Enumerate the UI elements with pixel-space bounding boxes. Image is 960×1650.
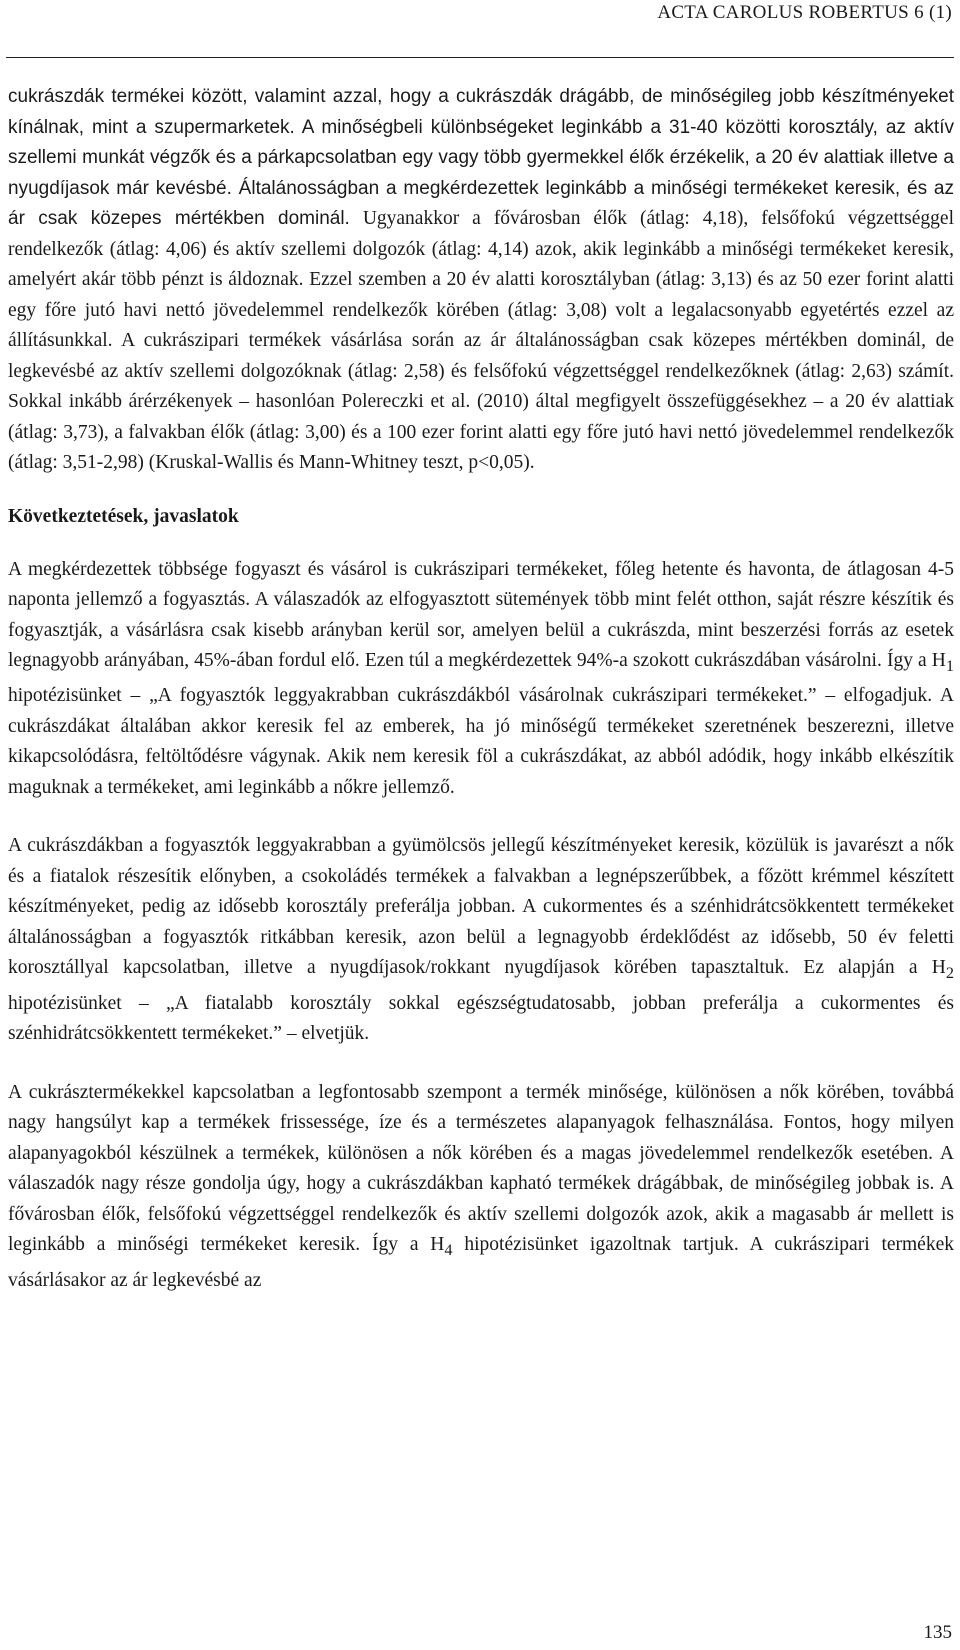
paragraph-conclusion-2-part-b: hipotézisünket – „A fiatalabb korosztály sokkal egészségtudatosabb, jobban preferálja a cukormentes és szénhidrátcsökkentett termékeket.” – elvetjük.	[8, 992, 954, 1045]
paragraph-conclusion-3-part-a: A cukrásztermékekkel kapcsolatban a legfontosabb szempont a termék minősége, különösen a nők körében, továbbá nagy hangsúlyt kap a termékek frissessége, íze és a természetes alapanyagok felhasználása. Fontos, hogy milyen alapanyagokból készülnek a termékek, különösen a nők körében és a magas jövedelemmel rendelkezők esetében. A válaszadók nagy része gondolja úgy, hogy a cukrászdákban kapható termékek drágábbak, de minőségileg jobbak is. A fővárosban élők, felsőfokú végzettséggel rendelkezők és aktív szellemi dolgozók azok, akik a magasabb ár mellett is leginkább a minőségi termékeket keresik. Így a H	[8, 1081, 954, 1256]
hypothesis-subscript: 4	[444, 1241, 453, 1260]
paragraph-conclusion-3	[8, 1078, 954, 1296]
page-number: 135	[923, 1622, 952, 1643]
paragraph-conclusion-1-part-a: A megkérdezettek többsége fogyaszt és vásárol is cukrászipari termékeket, főleg hetente és havonta, de átlagosan 4-5 naponta jellemző a fogyasztás. A válaszadók az elfogyasztott sütemények több mint felét otthon, saját részre készítik és fogyasztják, a vásárlásra csak kisebb arányban kerül sor, amelyen belül a cukrászda, mint beszerzési forrás az esetek legnagyobb arányában, 45%-ában fordul elő. Ezen túl a megkérdezettek 94%-a szokott cukrászdában vásárolni. Így a H	[8, 558, 954, 671]
section-heading: Következtetések, javaslatok	[8, 505, 239, 527]
paragraph-results-serif-part: Ugyanakkor a fővárosban élők (átlag: 4,18), felsőfokú végzettséggel rendelkezők (átlag: 4,06) és aktív szellemi dolgozók (átlag: 4,14) azok, akik leginkább a minőségi termékeket keresik, amelyért akár több pénzt is áldoznak. Ezzel szemben a 20 év alatti korosztályban (átlag: 3,13) és az 50 ezer forint alatti egy főre jutó havi nettó jövedelemmel rendelkezők körében (átlag: 3,08) volt a legalacsonyabb egyetértés ezzel az állításunkkal. A cukrászipari termékek vásárlása során az ár általánosságban csak közepes mértékben dominál, de legkevésbé az aktív szellemi dolgozóknak (átlag: 2,58) és felsőfokú végzettséggel rendelkezőknek (átlag: 2,63) számít. Sokkal inkább árérzékenyek – hasonlóan Polereczki et al. (2010) által megfigyelt összefüggésekhez – a 20 év alattiak (átlag: 3,73), a falvakban élők (átlag: 3,00) és a 100 ezer forint alatti egy főre jutó havi nettó jövedelemmel rendelkezők (átlag: 3,51-2,98) (Kruskal-Wallis és Mann-Whitney teszt, p<0,05).	[8, 208, 954, 473]
paragraph-conclusion-1	[8, 555, 954, 804]
hypothesis-subscript: 2	[945, 964, 954, 983]
paragraph-results-sans-part: cukrászdák termékei között, valamint azzal, hogy a cukrászdák drágább, de minőségileg jobb készítményeket kínálnak, mint a szupermarketek. A minőségbeli különbségeket leginkább a 31-40 közötti korosztály, az aktív szellemi munkát végzők és a párkapcsolatban egy vagy több gyermekkel élők érzékelik, a 20 év alattiak illetve a nyugdíjasok már kevésbé. Általánosságban a megkérdezettek leginkább a minőségi termékeket keresik, és az ár csak közepes mértékben dominál.	[8, 86, 954, 229]
paragraph-conclusion-1-part-b: hipotézisünket – „A fogyasztók leggyakrabban cukrászdákból vásárolnak cukrászipari termékeket.” – elfogadjuk. A cukrászdákat általában akkor keresik fel az emberek, ha jó minőségű termékeket szeretnének beszerezni, illetve kikapcsolódásra, feltöltődésre vágynak. Akik nem keresik föl a cukrászdákat, az abból adódik, hogy inkább elkészítik maguknak a termékeket, ami leginkább a nőkre jellemző.	[8, 685, 954, 798]
running-header: ACTA CAROLUS ROBERTUS 6 (1)	[657, 2, 952, 23]
hypothesis-subscript: 1	[945, 656, 954, 675]
paragraph-conclusion-3-part-b: hipotézisünket igazoltnak tartjuk. A cukrászipari termékek vásárlásakor az ár legkevésbé az	[8, 1234, 954, 1291]
header-divider	[6, 57, 954, 58]
paragraph-conclusion-2-part-a: A cukrászdákban a fogyasztók leggyakrabban a gyümölcsös jellegű készítményeket keresik, közülük is javarészt a nők és a fiatalok részesítik előnyben, a csokoládés termékek a falvakban a legnépszerűbbek, a főzött krémmel készített készítményeket, pedig az idősebb korosztály preferálja jobban. A cukormentes és a szénhidrátcsökkentett termékeket általánosságban a fogyasztók ritkábban keresik, azon belül a legnagyobb érdeklődést az idősebb, 50 év feletti korosztállyal kapcsolatban, illetve a nyugdíjasok/rokkant nyugdíjasok körében tapasztaltuk. Ez alapján a H	[8, 835, 954, 979]
paragraph-conclusion-2	[8, 831, 954, 1049]
article-body	[8, 82, 954, 1296]
paragraph-results	[8, 82, 954, 479]
